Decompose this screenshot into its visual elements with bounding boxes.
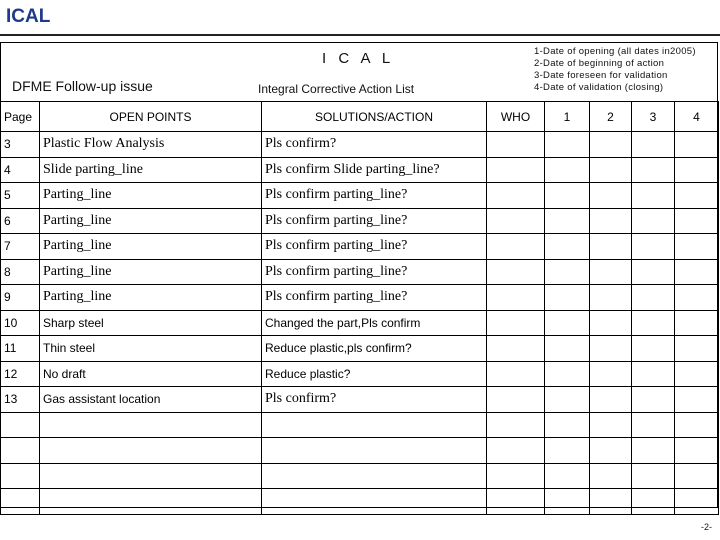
page-title: ICAL	[6, 6, 51, 27]
page-cell: 12	[1, 361, 40, 387]
date-cell	[590, 361, 632, 387]
date-cell	[590, 463, 632, 489]
date-cell	[632, 183, 675, 209]
date-cell	[675, 412, 719, 438]
date-cell	[545, 310, 590, 336]
date-cell	[545, 259, 590, 285]
form-heading: I C A L	[322, 50, 395, 67]
solution-cell: Pls confirm Slide parting_line?	[262, 157, 487, 183]
date-cell	[545, 463, 590, 489]
who-cell	[487, 361, 545, 387]
open-point-cell	[40, 412, 262, 438]
page-cell: 4	[1, 157, 40, 183]
table-row	[1, 361, 719, 387]
date-cell	[675, 183, 719, 209]
date-cell	[675, 157, 719, 183]
open-point-cell: Parting_line	[40, 208, 262, 234]
empty-row	[1, 412, 719, 438]
solution-cell	[262, 438, 487, 464]
date-cell	[632, 157, 675, 183]
date-cell	[632, 132, 675, 158]
col-header-date-1: 1	[545, 102, 590, 132]
date-cell	[632, 387, 675, 413]
date-cell	[675, 310, 719, 336]
col-header-open-points: OPEN POINTS	[40, 102, 262, 132]
date-cell	[590, 183, 632, 209]
date-cell	[632, 489, 675, 515]
page-cell	[1, 489, 40, 515]
open-point-cell: Parting_line	[40, 234, 262, 260]
date-cell	[545, 157, 590, 183]
date-cell	[545, 361, 590, 387]
page-cell: 7	[1, 234, 40, 260]
date-cell	[675, 387, 719, 413]
who-cell	[487, 285, 545, 311]
date-cell	[590, 489, 632, 515]
solution-cell: Pls confirm?	[262, 132, 487, 158]
solution-cell: Pls confirm?	[262, 387, 487, 413]
date-cell	[632, 285, 675, 311]
date-cell	[590, 208, 632, 234]
date-cell	[590, 387, 632, 413]
table-row	[1, 285, 719, 311]
date-cell	[632, 463, 675, 489]
open-point-cell: Gas assistant location	[40, 387, 262, 413]
date-cell	[675, 463, 719, 489]
date-cell	[675, 489, 719, 515]
open-point-cell: Thin steel	[40, 336, 262, 362]
empty-row	[1, 438, 719, 464]
legend-line: 4-Date of validation (closing)	[534, 82, 664, 93]
list-title: Integral Corrective Action List	[258, 82, 415, 96]
date-cell	[545, 412, 590, 438]
date-cell	[675, 336, 719, 362]
page-number: -2-	[701, 522, 712, 532]
who-cell	[487, 336, 545, 362]
date-cell	[545, 387, 590, 413]
page-cell: 6	[1, 208, 40, 234]
date-cell	[675, 208, 719, 234]
page-cell	[1, 412, 40, 438]
date-cell	[545, 234, 590, 260]
page-cell: 5	[1, 183, 40, 209]
date-cell	[632, 234, 675, 260]
table-row	[1, 132, 719, 158]
date-cell	[632, 259, 675, 285]
who-cell	[487, 259, 545, 285]
date-cell	[675, 259, 719, 285]
date-cell	[632, 208, 675, 234]
open-point-cell: Plastic Flow Analysis	[40, 132, 262, 158]
who-cell	[487, 157, 545, 183]
open-point-cell	[40, 463, 262, 489]
empty-row	[1, 463, 719, 489]
who-cell	[487, 132, 545, 158]
title-divider	[0, 34, 720, 36]
page-cell	[1, 463, 40, 489]
page-cell: 13	[1, 387, 40, 413]
who-cell	[487, 489, 545, 515]
date-cell	[590, 412, 632, 438]
date-cell	[590, 310, 632, 336]
table-row	[1, 234, 719, 260]
date-cell	[675, 285, 719, 311]
date-cell	[590, 336, 632, 362]
date-cell	[675, 234, 719, 260]
date-cell	[545, 132, 590, 158]
date-cell	[632, 310, 675, 336]
issue-label: DFME Follow-up issue	[12, 78, 153, 94]
table-row	[1, 387, 719, 413]
solution-cell: Pls confirm parting_line?	[262, 234, 487, 260]
date-cell	[545, 438, 590, 464]
empty-row	[1, 489, 719, 515]
date-cell	[632, 412, 675, 438]
solution-cell	[262, 412, 487, 438]
page-cell: 3	[1, 132, 40, 158]
open-point-cell: Sharp steel	[40, 310, 262, 336]
who-cell	[487, 412, 545, 438]
date-cell	[675, 438, 719, 464]
date-cell	[545, 208, 590, 234]
open-point-cell: Slide parting_line	[40, 157, 262, 183]
date-cell	[675, 361, 719, 387]
table-row	[1, 157, 719, 183]
date-cell	[632, 438, 675, 464]
legend-line: 1-Date of opening (all dates in2005)	[534, 46, 696, 57]
table-row	[1, 310, 719, 336]
solution-cell: Changed the part,Pls confirm	[262, 310, 487, 336]
date-cell	[675, 132, 719, 158]
table-row	[1, 259, 719, 285]
who-cell	[487, 387, 545, 413]
legend-line: 2-Date of beginning of action	[534, 58, 665, 69]
solution-cell	[262, 489, 487, 515]
solution-cell	[262, 463, 487, 489]
page-cell: 8	[1, 259, 40, 285]
page-cell	[1, 438, 40, 464]
date-cell	[590, 234, 632, 260]
table-header-row	[1, 102, 719, 132]
solution-cell: Pls confirm parting_line?	[262, 208, 487, 234]
page-cell: 11	[1, 336, 40, 362]
who-cell	[487, 310, 545, 336]
open-point-cell: Parting_line	[40, 259, 262, 285]
open-point-cell	[40, 438, 262, 464]
legend-line: 3-Date foreseen for validation	[534, 70, 668, 81]
date-cell	[545, 489, 590, 515]
col-header-who: WHO	[487, 102, 545, 132]
date-cell	[545, 336, 590, 362]
solution-cell: Pls confirm parting_line?	[262, 285, 487, 311]
table-row	[1, 208, 719, 234]
date-legend	[534, 46, 696, 94]
who-cell	[487, 183, 545, 209]
solution-cell: Pls confirm parting_line?	[262, 259, 487, 285]
date-cell	[590, 438, 632, 464]
date-cell	[632, 361, 675, 387]
open-point-cell	[40, 489, 262, 515]
open-point-cell: Parting_line	[40, 285, 262, 311]
page-cell: 9	[1, 285, 40, 311]
date-cell	[632, 336, 675, 362]
date-cell	[590, 285, 632, 311]
table-row	[1, 336, 719, 362]
date-cell	[545, 285, 590, 311]
col-header-solutions: SOLUTIONS/ACTION	[262, 102, 487, 132]
date-cell	[545, 183, 590, 209]
solution-cell: Reduce plastic?	[262, 361, 487, 387]
solution-cell: Pls confirm parting_line?	[262, 183, 487, 209]
solution-cell: Reduce plastic,pls confirm?	[262, 336, 487, 362]
open-point-cell: Parting_line	[40, 183, 262, 209]
date-cell	[590, 259, 632, 285]
who-cell	[487, 234, 545, 260]
who-cell	[487, 463, 545, 489]
action-table	[0, 101, 719, 515]
who-cell	[487, 438, 545, 464]
date-cell	[590, 157, 632, 183]
col-header-date-3: 3	[632, 102, 675, 132]
date-cell	[590, 132, 632, 158]
col-header-date-2: 2	[590, 102, 632, 132]
page-cell: 10	[1, 310, 40, 336]
col-header-date-4: 4	[675, 102, 719, 132]
table-row	[1, 183, 719, 209]
who-cell	[487, 208, 545, 234]
open-point-cell: No draft	[40, 361, 262, 387]
col-header-page: Page	[1, 102, 40, 132]
